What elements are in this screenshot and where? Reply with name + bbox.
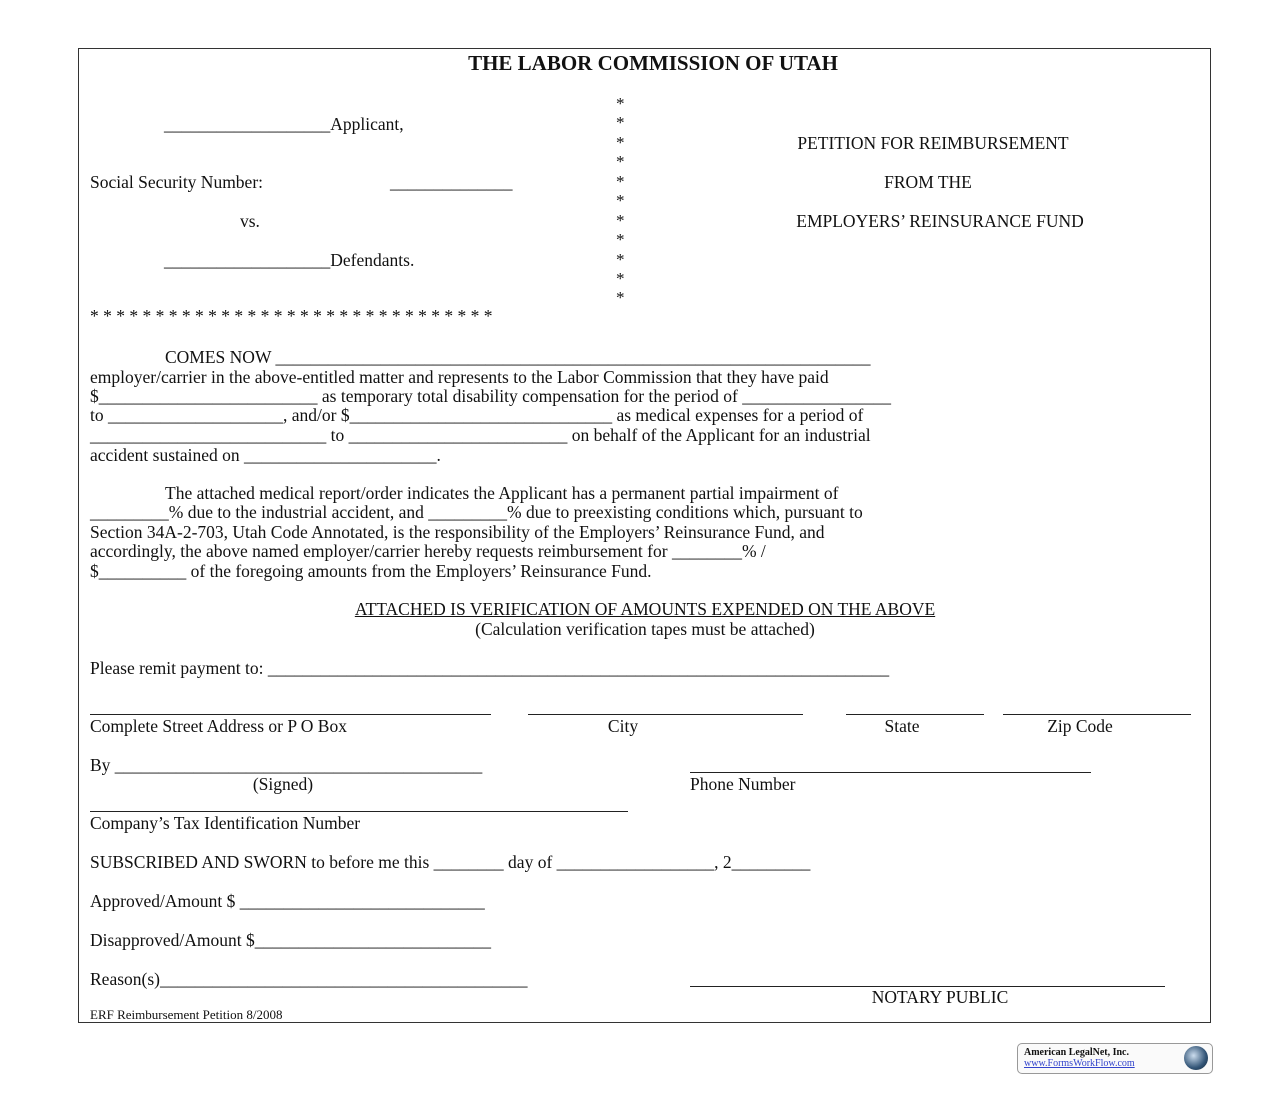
petition-title-line1: PETITION FOR REIMBURSEMENT: [797, 133, 1069, 153]
defendants-field[interactable]: ___________________Defendants.: [164, 250, 415, 270]
star-divider: *: [616, 94, 625, 113]
petition-title-line2: FROM THE: [884, 172, 972, 192]
american-legalnet-logo: [1017, 1043, 1213, 1074]
paragraph-line: The attached medical report/order indicates the Applicant has a permanent partial impairment of: [165, 483, 839, 503]
paragraph-line: employer/carrier in the above-entitled matter and represents to the Labor Commission that they have paid: [90, 367, 829, 387]
applicant-field[interactable]: ___________________Applicant,: [164, 114, 404, 134]
attached-note: (Calculation verification tapes must be attached): [475, 619, 815, 639]
paragraph-line[interactable]: $__________ of the foregoing amounts from the Employers’ Reinsurance Fund.: [90, 561, 652, 581]
phone-number-label: Phone Number: [690, 774, 796, 794]
disapproved-amount-field[interactable]: Disapproved/Amount $___________________________: [90, 930, 492, 950]
city-field[interactable]: [528, 714, 803, 715]
state-label: State: [884, 716, 920, 736]
street-address-label: Complete Street Address or P O Box: [90, 716, 347, 736]
ssn-label: Social Security Number:: [90, 172, 264, 192]
star-divider: *: [616, 133, 625, 152]
logo-website-link[interactable]: www.FormsWorkFlow.com: [1024, 1058, 1135, 1069]
star-divider: * * * * * * * * * * * * * * * * * * * * * * * * * * * * * * *: [90, 306, 493, 326]
phone-number-field[interactable]: [690, 772, 1091, 773]
star-divider: *: [616, 230, 625, 249]
state-field[interactable]: [846, 714, 984, 715]
petition-title-line3: EMPLOYERS’ REINSURANCE FUND: [796, 211, 1084, 231]
approved-amount-field[interactable]: Approved/Amount $ ____________________________: [90, 891, 485, 911]
ssn-field[interactable]: ______________: [390, 172, 513, 192]
tax-id-label: Company’s Tax Identification Number: [90, 813, 361, 833]
subscribed-sworn-line[interactable]: SUBSCRIBED AND SWORN to before me this ________ day of __________________, 2_________: [90, 852, 811, 872]
comes-now-line[interactable]: COMES NOW ____________________________________________________________________: [165, 347, 871, 367]
reasons-field[interactable]: Reason(s)__________________________________________: [90, 969, 528, 989]
street-address-field[interactable]: [90, 714, 491, 715]
paragraph-line[interactable]: _________% due to the industrial accident, and _________% due to preexisting conditions which, pursuant to: [90, 502, 863, 522]
versus-label: vs.: [240, 211, 260, 231]
logo-company-name: American LegalNet, Inc.: [1024, 1047, 1129, 1058]
star-divider: *: [616, 172, 625, 191]
signed-label: (Signed): [252, 774, 314, 794]
paragraph-line[interactable]: ___________________________ to _________________________ on behalf of the Applicant for an industrial: [90, 425, 871, 445]
paragraph-line[interactable]: $_________________________ as temporary total disability compensation for the period of _________________: [90, 386, 892, 406]
tax-id-field[interactable]: [90, 811, 628, 812]
paragraph-line[interactable]: to ____________________, and/or $______________________________ as medical expenses for a period of: [90, 405, 864, 425]
star-divider: *: [616, 113, 625, 132]
zip-code-label: Zip Code: [1047, 716, 1113, 736]
paragraph-line: Section 34A-2-703, Utah Code Annotated, is the responsibility of the Employers’ Reinsurance Fund, and: [90, 522, 825, 542]
form-footer: ERF Reimbursement Petition 8/2008: [90, 1007, 283, 1022]
notary-public-label: NOTARY PUBLIC: [871, 987, 1009, 1007]
zip-code-field[interactable]: [1003, 714, 1191, 715]
attached-heading: ATTACHED IS VERIFICATION OF AMOUNTS EXPENDED ON THE ABOVE: [354, 599, 936, 619]
star-divider: *: [616, 191, 625, 210]
paragraph-line[interactable]: accident sustained on ______________________.: [90, 445, 441, 465]
star-divider: *: [616, 288, 625, 307]
star-divider: *: [616, 152, 625, 171]
star-divider: *: [616, 250, 625, 269]
signature-field[interactable]: By __________________________________________: [90, 755, 483, 775]
star-divider: *: [616, 211, 625, 230]
star-divider: *: [616, 269, 625, 288]
form-title: THE LABOR COMMISSION OF UTAH: [468, 51, 838, 75]
remit-payment-field[interactable]: Please remit payment to: _______________________________________________________________________: [90, 658, 890, 678]
globe-icon: [1184, 1046, 1208, 1070]
city-label: City: [607, 716, 639, 736]
paragraph-line[interactable]: accordingly, the above named employer/carrier hereby requests reimbursement for ________% /: [90, 541, 766, 561]
